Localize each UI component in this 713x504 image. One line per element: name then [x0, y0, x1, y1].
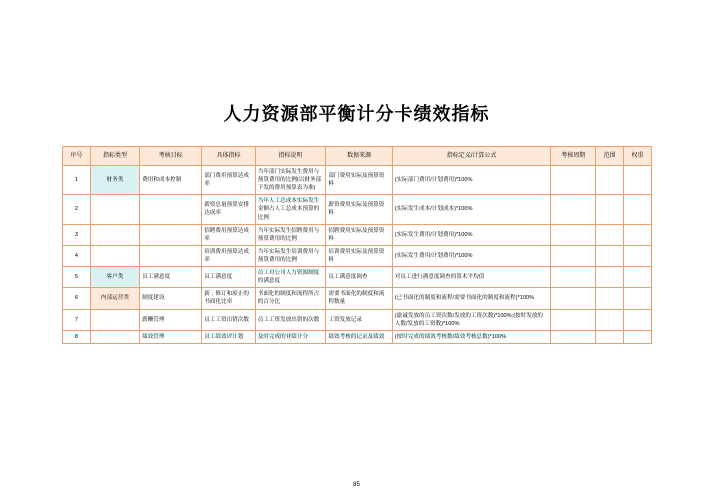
cell-type: 财务类 [90, 166, 139, 195]
cell-index: 6 [63, 288, 91, 309]
cell-cycle [551, 330, 596, 343]
cell-scope [596, 267, 624, 288]
cell-description: 当年人工总成本实际发生金额占人工总成本预算的比例 [255, 195, 326, 224]
cell-index: 4 [63, 245, 91, 266]
table-row [63, 309, 652, 330]
scorecard-table-wrapper [62, 146, 652, 344]
cell-indicator: 培训费用预算达成率 [202, 245, 256, 266]
cell-weight [624, 195, 652, 224]
cell-source: 薪资费用实际及预算资料 [326, 195, 392, 224]
column-header-cycle: 考核周期 [551, 147, 596, 166]
cell-index: 7 [63, 309, 91, 330]
cell-weight [624, 288, 652, 309]
cell-type [90, 195, 139, 224]
cell-goal [140, 195, 202, 224]
cell-indicator: 员工工资出错次数 [202, 309, 256, 330]
cell-formula: (渝诚发放的员工资次数/发放的工资次数)*100%;(按时发放的人数/发放的工资数)*100% [392, 309, 550, 330]
cell-indicator: 员工绩效评计划 [202, 330, 256, 343]
cell-cycle [551, 166, 596, 195]
table-row [63, 245, 652, 266]
cell-source: 需要书面化的制度和流程数量 [326, 288, 392, 309]
cell-scope [596, 288, 624, 309]
table-row [63, 267, 652, 288]
cell-weight [624, 166, 652, 195]
cell-formula: (实际发生成本/计划成本)*100% [392, 195, 550, 224]
cell-goal: 员工满意度 [140, 267, 202, 288]
cell-type [90, 309, 139, 330]
table-header-row [63, 147, 652, 166]
cell-weight [624, 224, 652, 245]
cell-source: 员工满意度调查 [326, 267, 392, 288]
cell-weight [624, 267, 652, 288]
cell-description: 当年部门实际发生费用与预算费用的比例(以财务部下发的费用预算表为准) [255, 166, 326, 195]
cell-index: 3 [63, 224, 91, 245]
cell-indicator: 员工满意度 [202, 267, 256, 288]
cell-description: 当年实际发生培训费用与预算费用的比例 [255, 245, 326, 266]
table-row [63, 166, 652, 195]
cell-index: 1 [63, 166, 91, 195]
cell-formula: (实际发生费用/计划费用)*100% [392, 224, 550, 245]
column-header-description: 指标说明 [255, 147, 326, 166]
cell-scope [596, 224, 624, 245]
column-header-weight: 权重 [624, 147, 652, 166]
cell-goal [140, 224, 202, 245]
cell-type: 客户类 [90, 267, 139, 288]
column-header-scope: 范围 [596, 147, 624, 166]
cell-formula: (实际部门费用/计划费用)*100% [392, 166, 550, 195]
cell-weight [624, 245, 652, 266]
scorecard-table [62, 146, 652, 344]
cell-goal: 薪酬管理 [140, 309, 202, 330]
cell-description: 书面化的制度和流程所占的百分比 [255, 288, 326, 309]
cell-formula: (实际发生费用/计划费用)*100% [392, 245, 550, 266]
cell-index: 8 [63, 330, 91, 343]
cell-source: 绩效考核的记录及绩效 [326, 330, 392, 343]
cell-cycle [551, 195, 596, 224]
cell-type [90, 330, 139, 343]
table-row [63, 195, 652, 224]
cell-description: 员工对公司人力资源制度的满意度 [255, 267, 326, 288]
cell-indicator: 招聘费用预算达成率 [202, 224, 256, 245]
column-header-indicator: 具体指标 [202, 147, 256, 166]
cell-cycle [551, 245, 596, 266]
cell-scope [596, 330, 624, 343]
page-number: 85 [353, 482, 360, 488]
table-row [63, 330, 652, 343]
cell-source: 部门费用实际及预算资料 [326, 166, 392, 195]
column-header-goal: 考核目标 [140, 147, 202, 166]
cell-goal: 制度建设 [140, 288, 202, 309]
cell-scope [596, 166, 624, 195]
cell-weight [624, 309, 652, 330]
cell-scope [596, 195, 624, 224]
cell-weight [624, 330, 652, 343]
cell-formula: (已书面化的制度和流程/需要书面化的制度和流程)*100% [392, 288, 550, 309]
cell-goal [140, 245, 202, 266]
cell-description: 当年实际发生招聘费用与预算费用的比例 [255, 224, 326, 245]
cell-type [90, 224, 139, 245]
cell-cycle [551, 267, 596, 288]
cell-source: 工资发放记录 [326, 309, 392, 330]
column-header-formula: 指标定义/计算公式 [392, 147, 550, 166]
cell-formula: (按时完成的绩效考核数/绩效考核总数)*100% [392, 330, 550, 343]
cell-index: 5 [63, 267, 91, 288]
cell-index: 2 [63, 195, 91, 224]
cell-source: 招聘费用实际及预算资料 [326, 224, 392, 245]
cell-cycle [551, 309, 596, 330]
column-header-source: 数据来源 [326, 147, 392, 166]
cell-goal: 费用和成本控制 [140, 166, 202, 195]
column-header-index: 序号 [63, 147, 91, 166]
cell-formula: 对员工进行满意度调查的算术平均值 [392, 267, 550, 288]
cell-goal: 绩效管理 [140, 330, 202, 343]
cell-indicator: 部门费用预算达成率 [202, 166, 256, 195]
table-row [63, 288, 652, 309]
cell-indicator: 新﹑修订和废止的书面化比率 [202, 288, 256, 309]
cell-type: 内部运营类 [90, 288, 139, 309]
cell-cycle [551, 224, 596, 245]
cell-source: 培训费用实际及预算资料 [326, 245, 392, 266]
cell-description: 员工工资发放出错的次数 [255, 309, 326, 330]
cell-indicator: 薪资总量预算安排达成率 [202, 195, 256, 224]
cell-description: 及时完成的业绩计分 [255, 330, 326, 343]
table-row [63, 224, 652, 245]
cell-type [90, 245, 139, 266]
cell-cycle [551, 288, 596, 309]
table-body [63, 166, 652, 344]
cell-scope [596, 309, 624, 330]
cell-scope [596, 245, 624, 266]
column-header-type: 指标类型 [90, 147, 139, 166]
page-title: 人力资源部平衡计分卡绩效指标 [223, 104, 490, 124]
